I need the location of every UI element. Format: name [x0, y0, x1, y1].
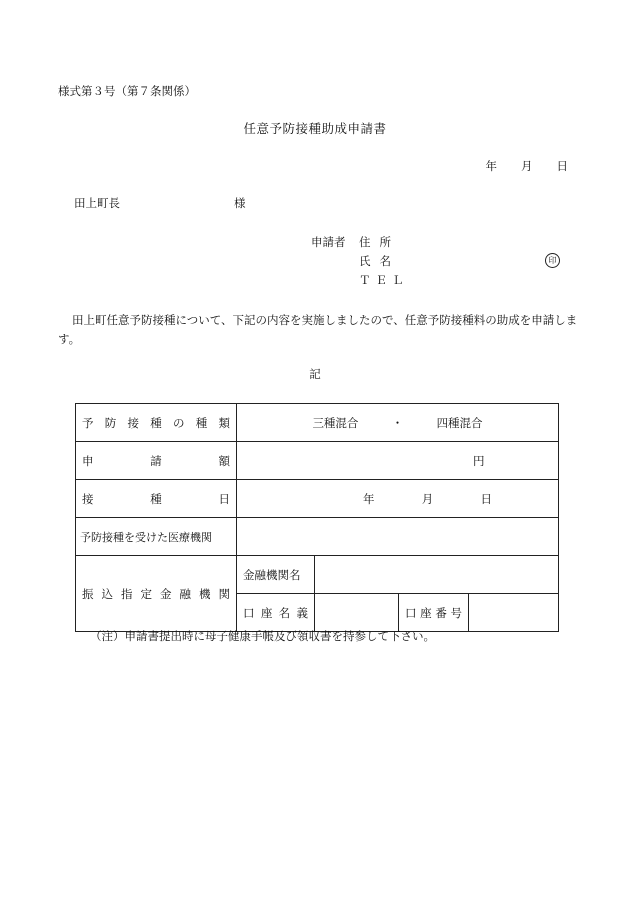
date-year: 年: [485, 159, 497, 173]
application-table: [75, 403, 559, 632]
table-row: [76, 518, 559, 556]
vaccination-month: 月: [421, 491, 434, 506]
date-month: 月: [521, 159, 533, 173]
institution-field[interactable]: [237, 518, 559, 556]
addressee-name: 田上町長: [74, 196, 120, 210]
amount-field[interactable]: [237, 442, 559, 480]
bank-label: 振込指定金融機関: [76, 556, 237, 632]
addressee-honorific: 様: [234, 196, 246, 210]
table-row: [76, 404, 559, 442]
application-date: [486, 161, 569, 173]
seal-mark: 印: [545, 253, 560, 268]
bank-name-field[interactable]: [315, 556, 559, 594]
date-day: 日: [556, 159, 568, 173]
table-row: [76, 442, 559, 480]
document-title: 任意予防接種助成申請書: [243, 121, 387, 136]
footnote: （注）申請書提出時に母子健康手帳及び領収書を持参して下さい。: [90, 629, 435, 643]
vaccine-option-3[interactable]: 三種混合: [312, 415, 359, 430]
address-label: 住所: [359, 235, 400, 249]
tel-label: ＴＥＬ: [359, 273, 409, 287]
table-row: [76, 556, 559, 594]
vaccine-type-label: 予防接種の種類: [76, 404, 237, 442]
vaccine-option-separator: ・: [391, 415, 404, 430]
amount-unit: 円: [473, 453, 485, 468]
institution-label: 予防接種を受けた医療機関: [76, 518, 237, 556]
account-number-field[interactable]: [469, 594, 559, 632]
application-statement: 田上町任意予防接種について、下記の内容を実施しましたので、任意予防接種料の助成を申請します。: [58, 313, 578, 346]
table-row: [76, 480, 559, 518]
name-label: 氏名: [359, 254, 400, 268]
applicant-label: 申請者: [311, 235, 346, 249]
account-number-label: 口座番号: [399, 594, 469, 632]
form-number: 様式第３号（第７条関係）: [58, 84, 196, 98]
addressee: [74, 196, 246, 210]
ki-heading: 記: [309, 367, 321, 381]
account-name-label: 口座名義: [237, 594, 315, 632]
bank-name-label: 金融機関名: [237, 556, 315, 594]
amount-label: 申請額: [76, 442, 237, 480]
vaccination-day: 日: [480, 491, 492, 506]
account-name-field[interactable]: [315, 594, 399, 632]
vaccination-date-label: 接種日: [76, 480, 237, 518]
vaccine-option-4[interactable]: 四種混合: [436, 415, 483, 430]
vaccine-type-field[interactable]: [237, 404, 559, 442]
vaccination-date-field[interactable]: [237, 480, 559, 518]
vaccination-year: 年: [363, 491, 375, 506]
